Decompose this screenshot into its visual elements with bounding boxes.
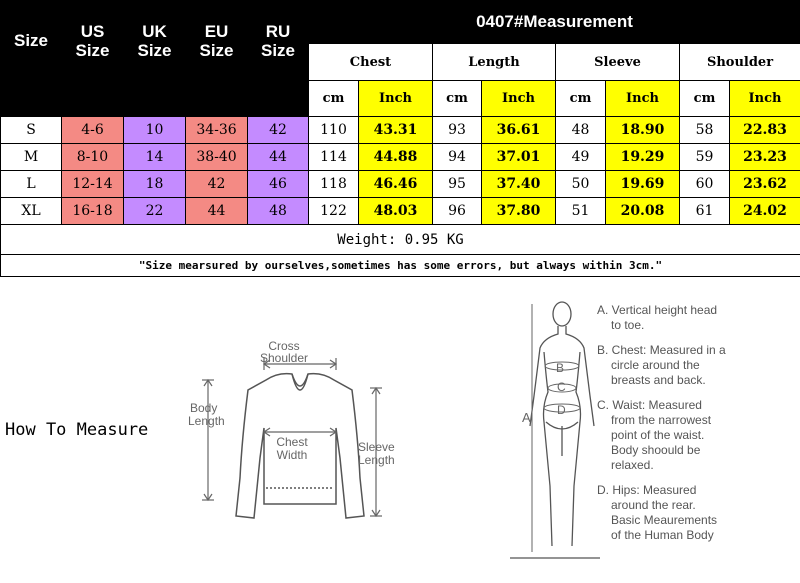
cell-chest-inch: 48.03 xyxy=(359,198,433,225)
unit-cm: cm xyxy=(309,81,359,117)
cell-shoulder-cm: 58 xyxy=(680,117,730,144)
body-diagram xyxy=(510,296,600,566)
cell-length-cm: 93 xyxy=(433,117,482,144)
cell-ru: 42 xyxy=(248,117,309,144)
cell-length-cm: 96 xyxy=(433,198,482,225)
cell-size: L xyxy=(1,171,62,198)
how-to-measure-label: How To Measure xyxy=(5,420,149,440)
cell-size: XL xyxy=(1,198,62,225)
cell-sleeve-cm: 51 xyxy=(556,198,606,225)
units-spacer xyxy=(1,81,309,117)
cell-size: M xyxy=(1,144,62,171)
cell-uk: 18 xyxy=(124,171,186,198)
group-shoulder: Shoulder xyxy=(680,44,800,81)
cell-chest-cm: 122 xyxy=(309,198,359,225)
weight-row: Weight: 0.95 KG xyxy=(1,225,800,255)
cell-eu: 42 xyxy=(186,171,248,198)
cell-us: 4-6 xyxy=(62,117,124,144)
note-d: D. Hips: Measured around the rear. Basic Meaurements of the Human Body xyxy=(597,483,718,542)
cell-length-inch: 37.01 xyxy=(482,144,556,171)
cell-sleeve-inch: 19.29 xyxy=(606,144,680,171)
body-outline xyxy=(530,326,594,546)
table-title: 0407#Measurement xyxy=(309,1,800,44)
cell-uk: 14 xyxy=(124,144,186,171)
unit-inch: Inch xyxy=(359,81,433,117)
cell-sleeve-cm: 50 xyxy=(556,171,606,198)
header-eu-size: EU Size xyxy=(186,1,248,81)
chest-width-label-2: Width xyxy=(276,448,308,462)
note-b: B. Chest: Measured in a circle around the breasts and back. xyxy=(597,343,726,387)
units-row xyxy=(1,81,800,117)
table-row xyxy=(1,117,800,144)
cell-chest-cm: 110 xyxy=(309,117,359,144)
cell-sleeve-inch: 20.08 xyxy=(606,198,680,225)
cell-chest-inch: 46.46 xyxy=(359,171,433,198)
body-length-label-1: Body xyxy=(190,401,218,415)
cell-eu: 34-36 xyxy=(186,117,248,144)
cell-eu: 38-40 xyxy=(186,144,248,171)
cell-ru: 46 xyxy=(248,171,309,198)
sleeve-length-label-2: Length xyxy=(358,453,395,467)
cell-sleeve-cm: 49 xyxy=(556,144,606,171)
cross-shoulder-label-2: Shoulder xyxy=(259,351,309,365)
body-head xyxy=(553,302,571,326)
table-row xyxy=(1,144,800,171)
cell-shoulder-cm: 59 xyxy=(680,144,730,171)
unit-cm: cm xyxy=(556,81,606,117)
body-label-a: A xyxy=(522,410,531,425)
cell-length-inch: 36.61 xyxy=(482,117,556,144)
group-sleeve: Sleeve xyxy=(556,44,680,81)
unit-cm: cm xyxy=(433,81,482,117)
cell-length-cm: 94 xyxy=(433,144,482,171)
cell-us: 8-10 xyxy=(62,144,124,171)
body-label-d: D xyxy=(557,403,566,417)
cell-length-inch: 37.40 xyxy=(482,171,556,198)
cell-eu: 44 xyxy=(186,198,248,225)
cell-shoulder-cm: 60 xyxy=(680,171,730,198)
unit-inch: Inch xyxy=(730,81,800,117)
cell-shoulder-inch: 22.83 xyxy=(730,117,800,144)
cross-shoulder-label-1: Cross xyxy=(268,339,300,353)
cell-chest-cm: 114 xyxy=(309,144,359,171)
unit-cm: cm xyxy=(680,81,730,117)
note-a: A. Vertical height head to toe. xyxy=(597,303,718,332)
group-length: Length xyxy=(433,44,556,81)
unit-inch: Inch xyxy=(606,81,680,117)
note-c: C. Waist: Measured from the narrowest point of the waist. Body shoould be relaxed. xyxy=(597,398,712,472)
cell-shoulder-inch: 23.23 xyxy=(730,144,800,171)
header-us-size: US Size xyxy=(62,1,124,81)
cell-uk: 10 xyxy=(124,117,186,144)
size-chart-table xyxy=(0,0,800,277)
body-label-c: C xyxy=(557,380,566,394)
body-measurement-notes xyxy=(597,303,797,553)
cell-size: S xyxy=(1,117,62,144)
cell-chest-inch: 43.31 xyxy=(359,117,433,144)
cell-sleeve-inch: 18.90 xyxy=(606,117,680,144)
cell-shoulder-cm: 61 xyxy=(680,198,730,225)
cell-us: 16-18 xyxy=(62,198,124,225)
header-ru-size: RU Size xyxy=(248,1,309,81)
table-row xyxy=(1,171,800,198)
cell-sleeve-cm: 48 xyxy=(556,117,606,144)
sleeve-length-label-1: Sleeve xyxy=(358,440,395,454)
header-uk-size: UK Size xyxy=(124,1,186,81)
cell-chest-inch: 44.88 xyxy=(359,144,433,171)
cell-ru: 44 xyxy=(248,144,309,171)
cell-length-inch: 37.80 xyxy=(482,198,556,225)
garment-diagram xyxy=(180,328,420,528)
group-chest: Chest xyxy=(309,44,433,81)
cell-length-cm: 95 xyxy=(433,171,482,198)
cell-shoulder-inch: 23.62 xyxy=(730,171,800,198)
body-length-label-2: Length xyxy=(188,414,225,428)
measurement-note: "Size mearsured by ourselves,sometimes has some errors, but always within 3cm." xyxy=(1,255,800,277)
unit-inch: Inch xyxy=(482,81,556,117)
cell-sleeve-inch: 19.69 xyxy=(606,171,680,198)
chest-width-label-1: Chest xyxy=(276,435,308,449)
table-row xyxy=(1,198,800,225)
cell-ru: 48 xyxy=(248,198,309,225)
cell-uk: 22 xyxy=(124,198,186,225)
cell-shoulder-inch: 24.02 xyxy=(730,198,800,225)
header-size: Size xyxy=(1,1,62,81)
cell-chest-cm: 118 xyxy=(309,171,359,198)
cell-us: 12-14 xyxy=(62,171,124,198)
body-label-b: B xyxy=(556,361,565,375)
